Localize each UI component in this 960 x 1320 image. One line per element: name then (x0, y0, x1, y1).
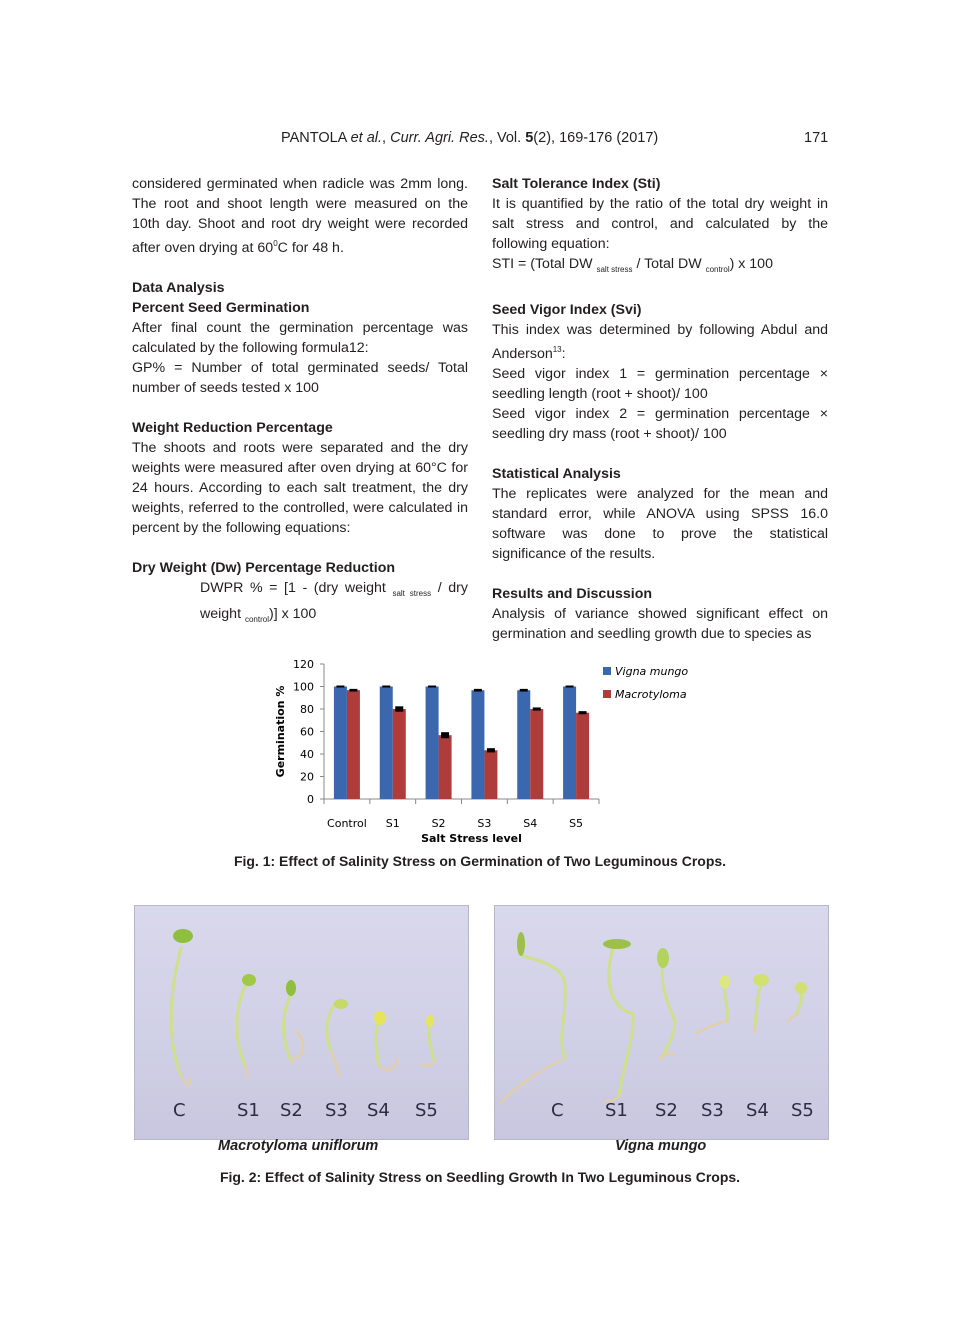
svi1-formula: Seed vigor index 1 = germination percentage × seedling length (root + shoot)/ 100 (492, 366, 828, 402)
svg-text:S2: S2 (280, 1100, 303, 1121)
svg-text:S5: S5 (415, 1100, 438, 1121)
svi-paragraph: This index was determined by following Abdul and Anderson$^{13}$: (492, 322, 828, 362)
svg-text:120: 120 (293, 658, 314, 671)
svg-text:S3: S3 (325, 1100, 348, 1121)
svg-text:80: 80 (300, 703, 314, 716)
citation: PANTOLA et al., Curr. Agri. Res., Vol. 5(2), 169-176 (2017) (281, 130, 659, 146)
svg-text:20: 20 (300, 770, 314, 784)
svg-text:S1: S1 (385, 817, 400, 830)
svg-text:40: 40 (300, 748, 314, 761)
page-number: 171 (804, 130, 829, 146)
svg-text:S5: S5 (791, 1100, 814, 1121)
svg-text:S4: S4 (367, 1100, 390, 1121)
figure2-caption: Fig. 2: Effect of Salinity Stress on Seedling Growth In Two Leguminous Crops. (219, 1169, 741, 1185)
svg-text:Macrotyloma: Macrotyloma (615, 688, 687, 701)
psg-paragraph: After final count the germination percentage was calculated by the following formula12: (132, 320, 468, 356)
species-label-right: Vigna mungo (615, 1138, 707, 1154)
svi2-formula: Seed vigor index 2 = germination percentage × seedling dry mass (root + shoot)/ 100 (492, 406, 828, 442)
svg-text:Salt Stress level: Salt Stress level (421, 832, 522, 845)
results-paragraph: Analysis of variance showed significant effect on germination and seedling growth due to species as (492, 606, 828, 642)
svg-text:Vigna mungo: Vigna mungo (615, 665, 689, 678)
sti-formula: STI = (Total DW $_{salt stress}$ / Total DW $_{control}$) x 100 (492, 256, 773, 274)
stat-paragraph: The replicates were analyzed for the mean and standard error, while ANOVA using SPSS 16.0 software was done to prove the statistical significance of the results. (492, 486, 828, 562)
svg-text:S1: S1 (605, 1100, 628, 1121)
svg-text:Germination %: Germination % (274, 685, 287, 778)
dwpr-heading: Dry Weight (Dw) Percentage Reduction (132, 560, 396, 576)
results-heading: Results and Discussion (492, 586, 653, 602)
psg-heading: Percent Seed Germination (132, 300, 310, 316)
svg-text:C: C (551, 1100, 564, 1121)
right-column (492, 174, 828, 644)
left-column (132, 174, 468, 630)
svg-text:S5: S5 (569, 817, 584, 830)
svg-text:S1: S1 (237, 1100, 260, 1121)
svg-text:100: 100 (293, 680, 314, 694)
svg-text:S4: S4 (523, 817, 538, 830)
intro-paragraph: considered germinated when radicle was 2mm long. The root and shoot length were measured on the 10th day. Shoot and root dry weight were recorded after oven drying at $60^0C$ for 48 h. (132, 176, 468, 256)
seedling-illustration (495, 906, 828, 1139)
gp-formula: GP% = Number of total germinated seeds/ Total number of seeds tested x 100 (132, 360, 468, 396)
svi-heading: Seed Vigor Index (Svi) (492, 302, 642, 318)
sti-heading: Salt Tolerance Index (Sti) (492, 176, 661, 192)
sti-paragraph: It is quantified by the ratio of the total dry weight in salt stress and control, and calculated by the following equation: (492, 196, 828, 252)
photo-vigna-seedlings (494, 905, 829, 1140)
svg-text:S2: S2 (655, 1100, 678, 1121)
svg-text:S2: S2 (431, 817, 446, 830)
wrp-heading: Weight Reduction Percentage (132, 420, 333, 436)
svg-text:S3: S3 (477, 817, 492, 830)
wrp-paragraph: The shoots and roots were separated and the dry weights were measured after oven drying at 60°C for 24 hours. According to each salt treatment, the dry weights, referred to the controlled, were calculated in percent by the following equations: (132, 440, 468, 536)
photo-macrotyloma-seedlings (134, 905, 469, 1140)
dwpr-formula: DWPR % = [1 - (dry weight $_{salt stress}$ / dry weight $_{control}$)] x 100 (200, 580, 468, 624)
seedling-illustration (135, 906, 468, 1139)
stat-heading: Statistical Analysis (492, 466, 621, 482)
figure1-caption: Fig. 1: Effect of Salinity Stress on Germination of Two Leguminous Crops. (233, 853, 727, 869)
data-analysis-heading: Data Analysis (132, 280, 225, 296)
svg-text:C: C (173, 1100, 186, 1121)
svg-text:60: 60 (300, 725, 314, 739)
svg-text:0: 0 (307, 793, 314, 806)
svg-text:S3: S3 (701, 1100, 724, 1121)
svg-text:S4: S4 (746, 1100, 769, 1121)
chart-canvas (270, 655, 710, 850)
species-label-left: Macrotyloma uniflorum (218, 1138, 379, 1154)
svg-text:Control: Control (327, 817, 367, 830)
germination-bar-chart (270, 655, 710, 850)
